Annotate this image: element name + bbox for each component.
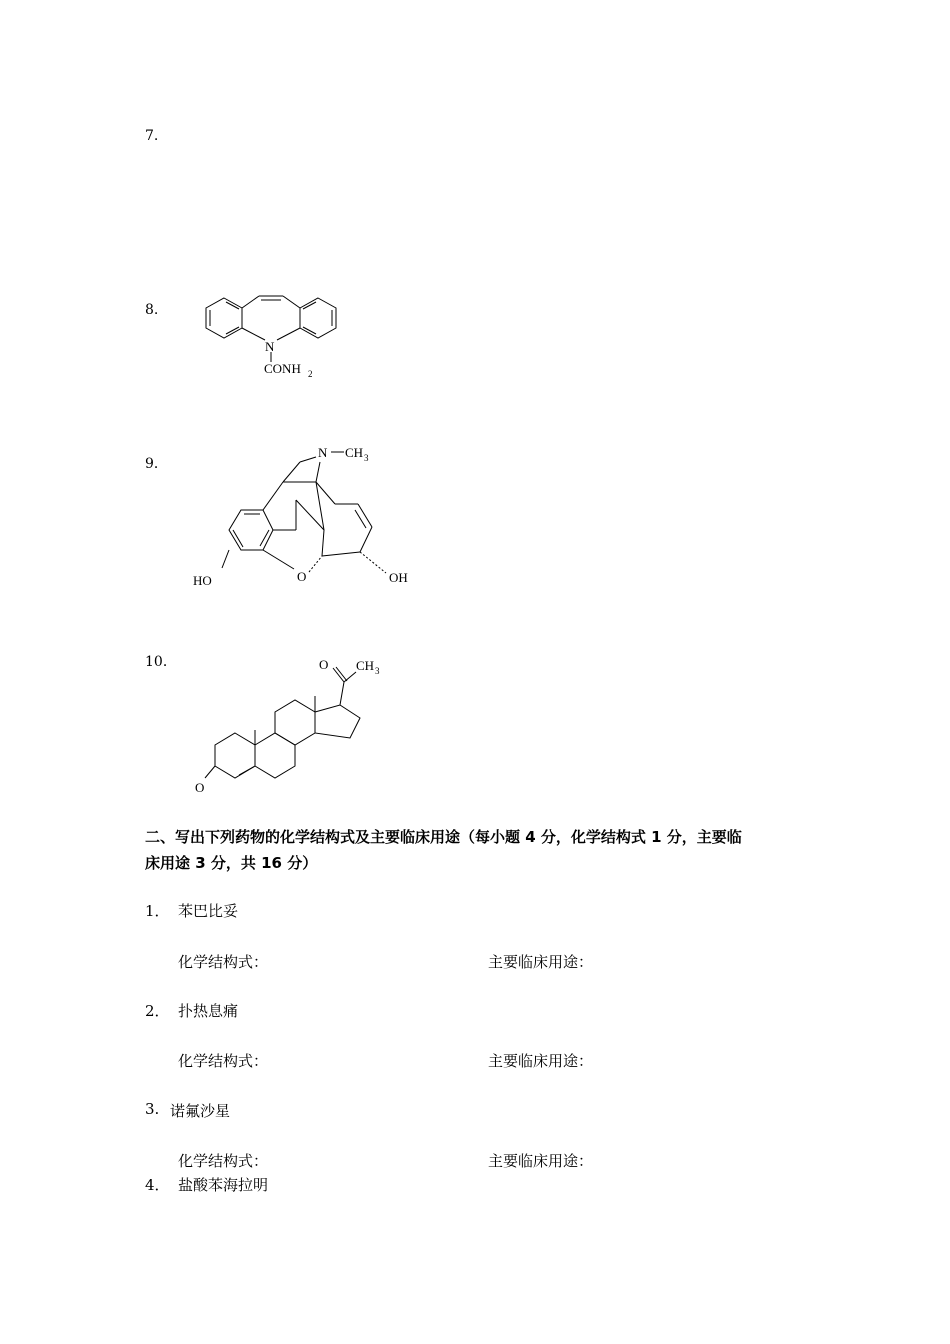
structure-8-n-label: N [265,339,275,354]
structure-9-methyl-label: CH [345,445,364,460]
item-1-name: 苯巴比妥 [178,902,239,920]
item-3-structure-label: 化学结构式： [178,1152,269,1170]
structure-8-sub-label: 2 [308,369,313,379]
item-4-number: 4． [145,1176,170,1194]
item-2-structure-label: 化学结构式： [178,1052,269,1070]
structure-10-o-top-label: O [319,657,329,672]
item-1-use-label: 主要临床用途： [488,953,594,971]
structure-8-group-label: CONH [264,361,301,376]
structure-9-o-label: O [297,569,307,584]
item-3-use-label: 主要临床用途： [488,1152,594,1170]
item-2-name: 扑热息痛 [178,1002,239,1020]
question-number-7: 7. [145,128,159,144]
structure-9-methyl-sub: 3 [364,453,369,463]
item-3-number: 3. [145,1100,160,1118]
section-2-heading-line1: 二、写出下列药物的化学结构式及主要临床用途（每小题 4 分，化学结构式 1 分，主要临 [145,828,742,846]
question-number-9: 9． [145,456,168,472]
question-number-8: 8. [145,302,159,318]
item-1-structure-label: 化学结构式： [178,953,269,971]
structure-10-methyl-label: CH [356,658,375,673]
item-1-number: 1． [145,902,170,920]
item-3-name: 诺氟沙星 [170,1102,231,1120]
structure-9-oh-right-label: OH [389,570,408,585]
item-2-use-label: 主要临床用途： [488,1052,594,1070]
structure-9-oh-left-label: HO [193,573,212,588]
structure-10-o-ketone-label: O [195,780,205,795]
section-2-heading-line2: 床用途 3 分，共 16 分） [145,854,318,872]
structure-10-methyl-sub: 3 [375,666,380,676]
item-2-number: 2． [145,1002,170,1020]
item-4-name: 盐酸苯海拉明 [178,1176,269,1194]
structure-9-n-label: N [318,445,328,460]
question-number-10: 10． [145,654,177,670]
